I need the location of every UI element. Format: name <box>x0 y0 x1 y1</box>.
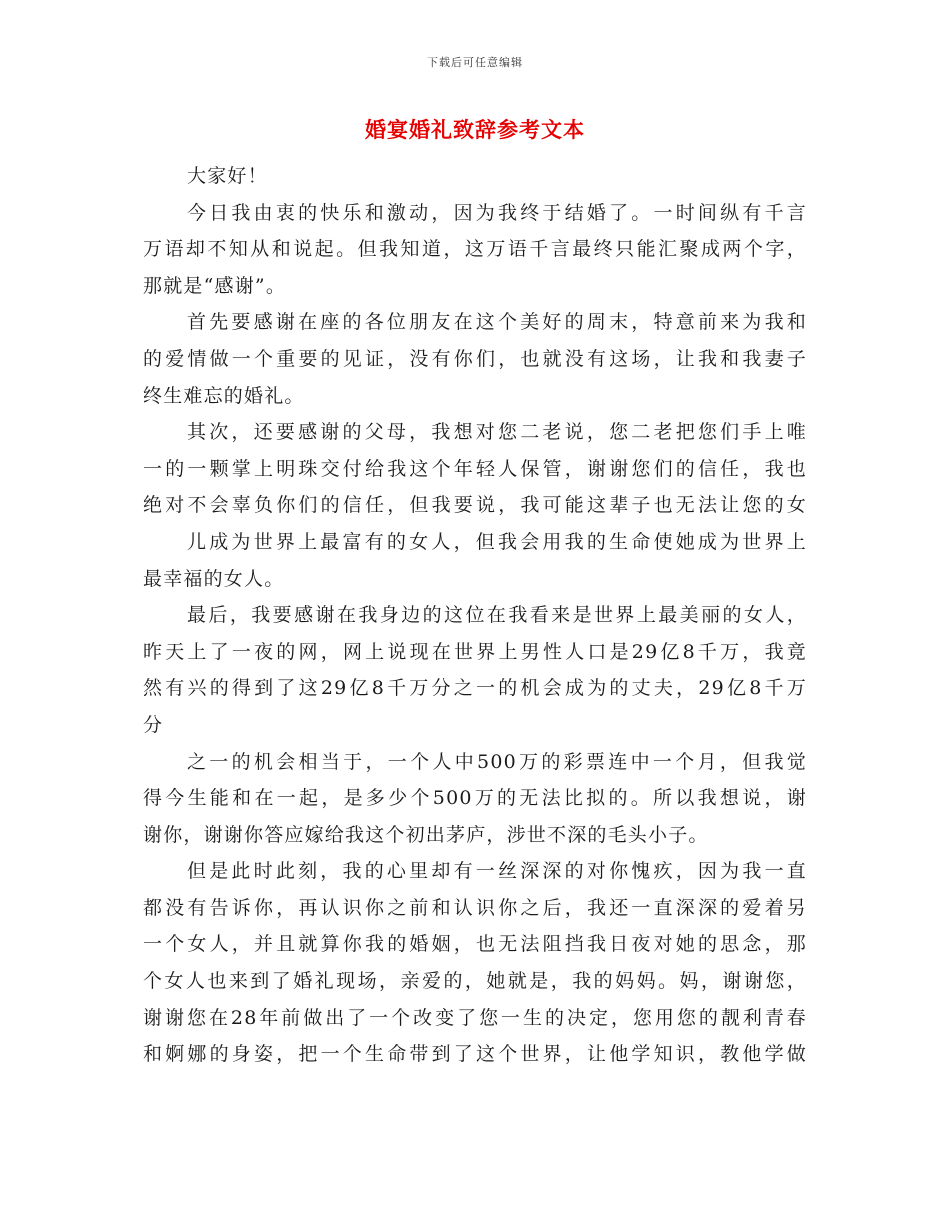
text-line: 昨天上了一夜的网，网上说现在世界上男性人口是29亿8千万，我竟 <box>143 640 807 663</box>
text-line: 之一的机会相当于，一个人中500万的彩票连中一个月，但我觉 <box>187 750 807 773</box>
text-line: 都没有告诉你，再认识你之前和认识你之后，我还一直深深的爱着另 <box>143 896 807 919</box>
text-line: 最幸福的女人。 <box>143 567 285 590</box>
text-line: 首先要感谢在座的各位朋友在这个美好的周末，特意前来为我和 <box>187 311 807 334</box>
text-line: 绝对不会辜负你们的信任，但我要说，我可能这辈子也无法让您的女 <box>143 494 807 517</box>
text-line: 个女人也来到了婚礼现场，亲爱的，她就是，我的妈妈。妈，谢谢您， <box>143 970 807 993</box>
text-line: 其次，还要感谢的父母，我想对您二老说，您二老把您们手上唯 <box>187 421 807 444</box>
text-line: 今日我由衷的快乐和激动，因为我终于结婚了。一时间纵有千言 <box>187 201 807 224</box>
document-title: 婚宴婚礼致辞参考文本 <box>365 117 585 142</box>
text-line: 终生难忘的婚礼。 <box>143 384 305 407</box>
text-line: 分 <box>143 713 164 736</box>
text-line: 和婀娜的身姿，把一个生命带到了这个世界，让他学知识，教他学做 <box>143 1043 807 1066</box>
header-note: 下载后可任意编辑 <box>427 56 523 69</box>
text-line: 的爱情做一个重要的见证，没有你们，也就没有这场，让我和我妻子 <box>143 347 807 370</box>
text-line: 最后，我要感谢在我身边的这位在我看来是世界上最美丽的女人， <box>187 604 807 627</box>
text-line: 得今生能和在一起，是多少个500万的无法比拟的。所以我想说，谢 <box>143 787 807 810</box>
text-line: 谢你，谢谢你答应嫁给我这个初出茅庐，涉世不深的毛头小子。 <box>143 823 709 846</box>
text-line: 儿成为世界上最富有的女人，但我会用我的生命使她成为世界上 <box>187 530 807 553</box>
text-line: 那就是“感谢”。 <box>143 274 287 297</box>
text-line: 万语却不知从和说起。但我知道，这万语千言最终只能汇聚成两个字， <box>143 238 807 261</box>
text-line: 大家好！ <box>187 165 268 187</box>
text-line: 但是此时此刻，我的心里却有一丝深深的对你愧疚，因为我一直 <box>187 860 807 883</box>
text-line: 然有兴的得到了这29亿8千万分之一的机会成为的丈夫，29亿8千万 <box>143 677 807 700</box>
text-line: 谢谢您在28年前做出了一个改变了您一生的决定，您用您的靓利青春 <box>143 1006 807 1029</box>
text-line: 一个女人，并且就算你我的婚姻，也无法阻挡我日夜对她的思念，那 <box>143 933 807 956</box>
document-body <box>143 158 807 1073</box>
text-line: 一的一颗掌上明珠交付给我这个年轻人保管，谢谢您们的信任，我也 <box>143 457 807 480</box>
